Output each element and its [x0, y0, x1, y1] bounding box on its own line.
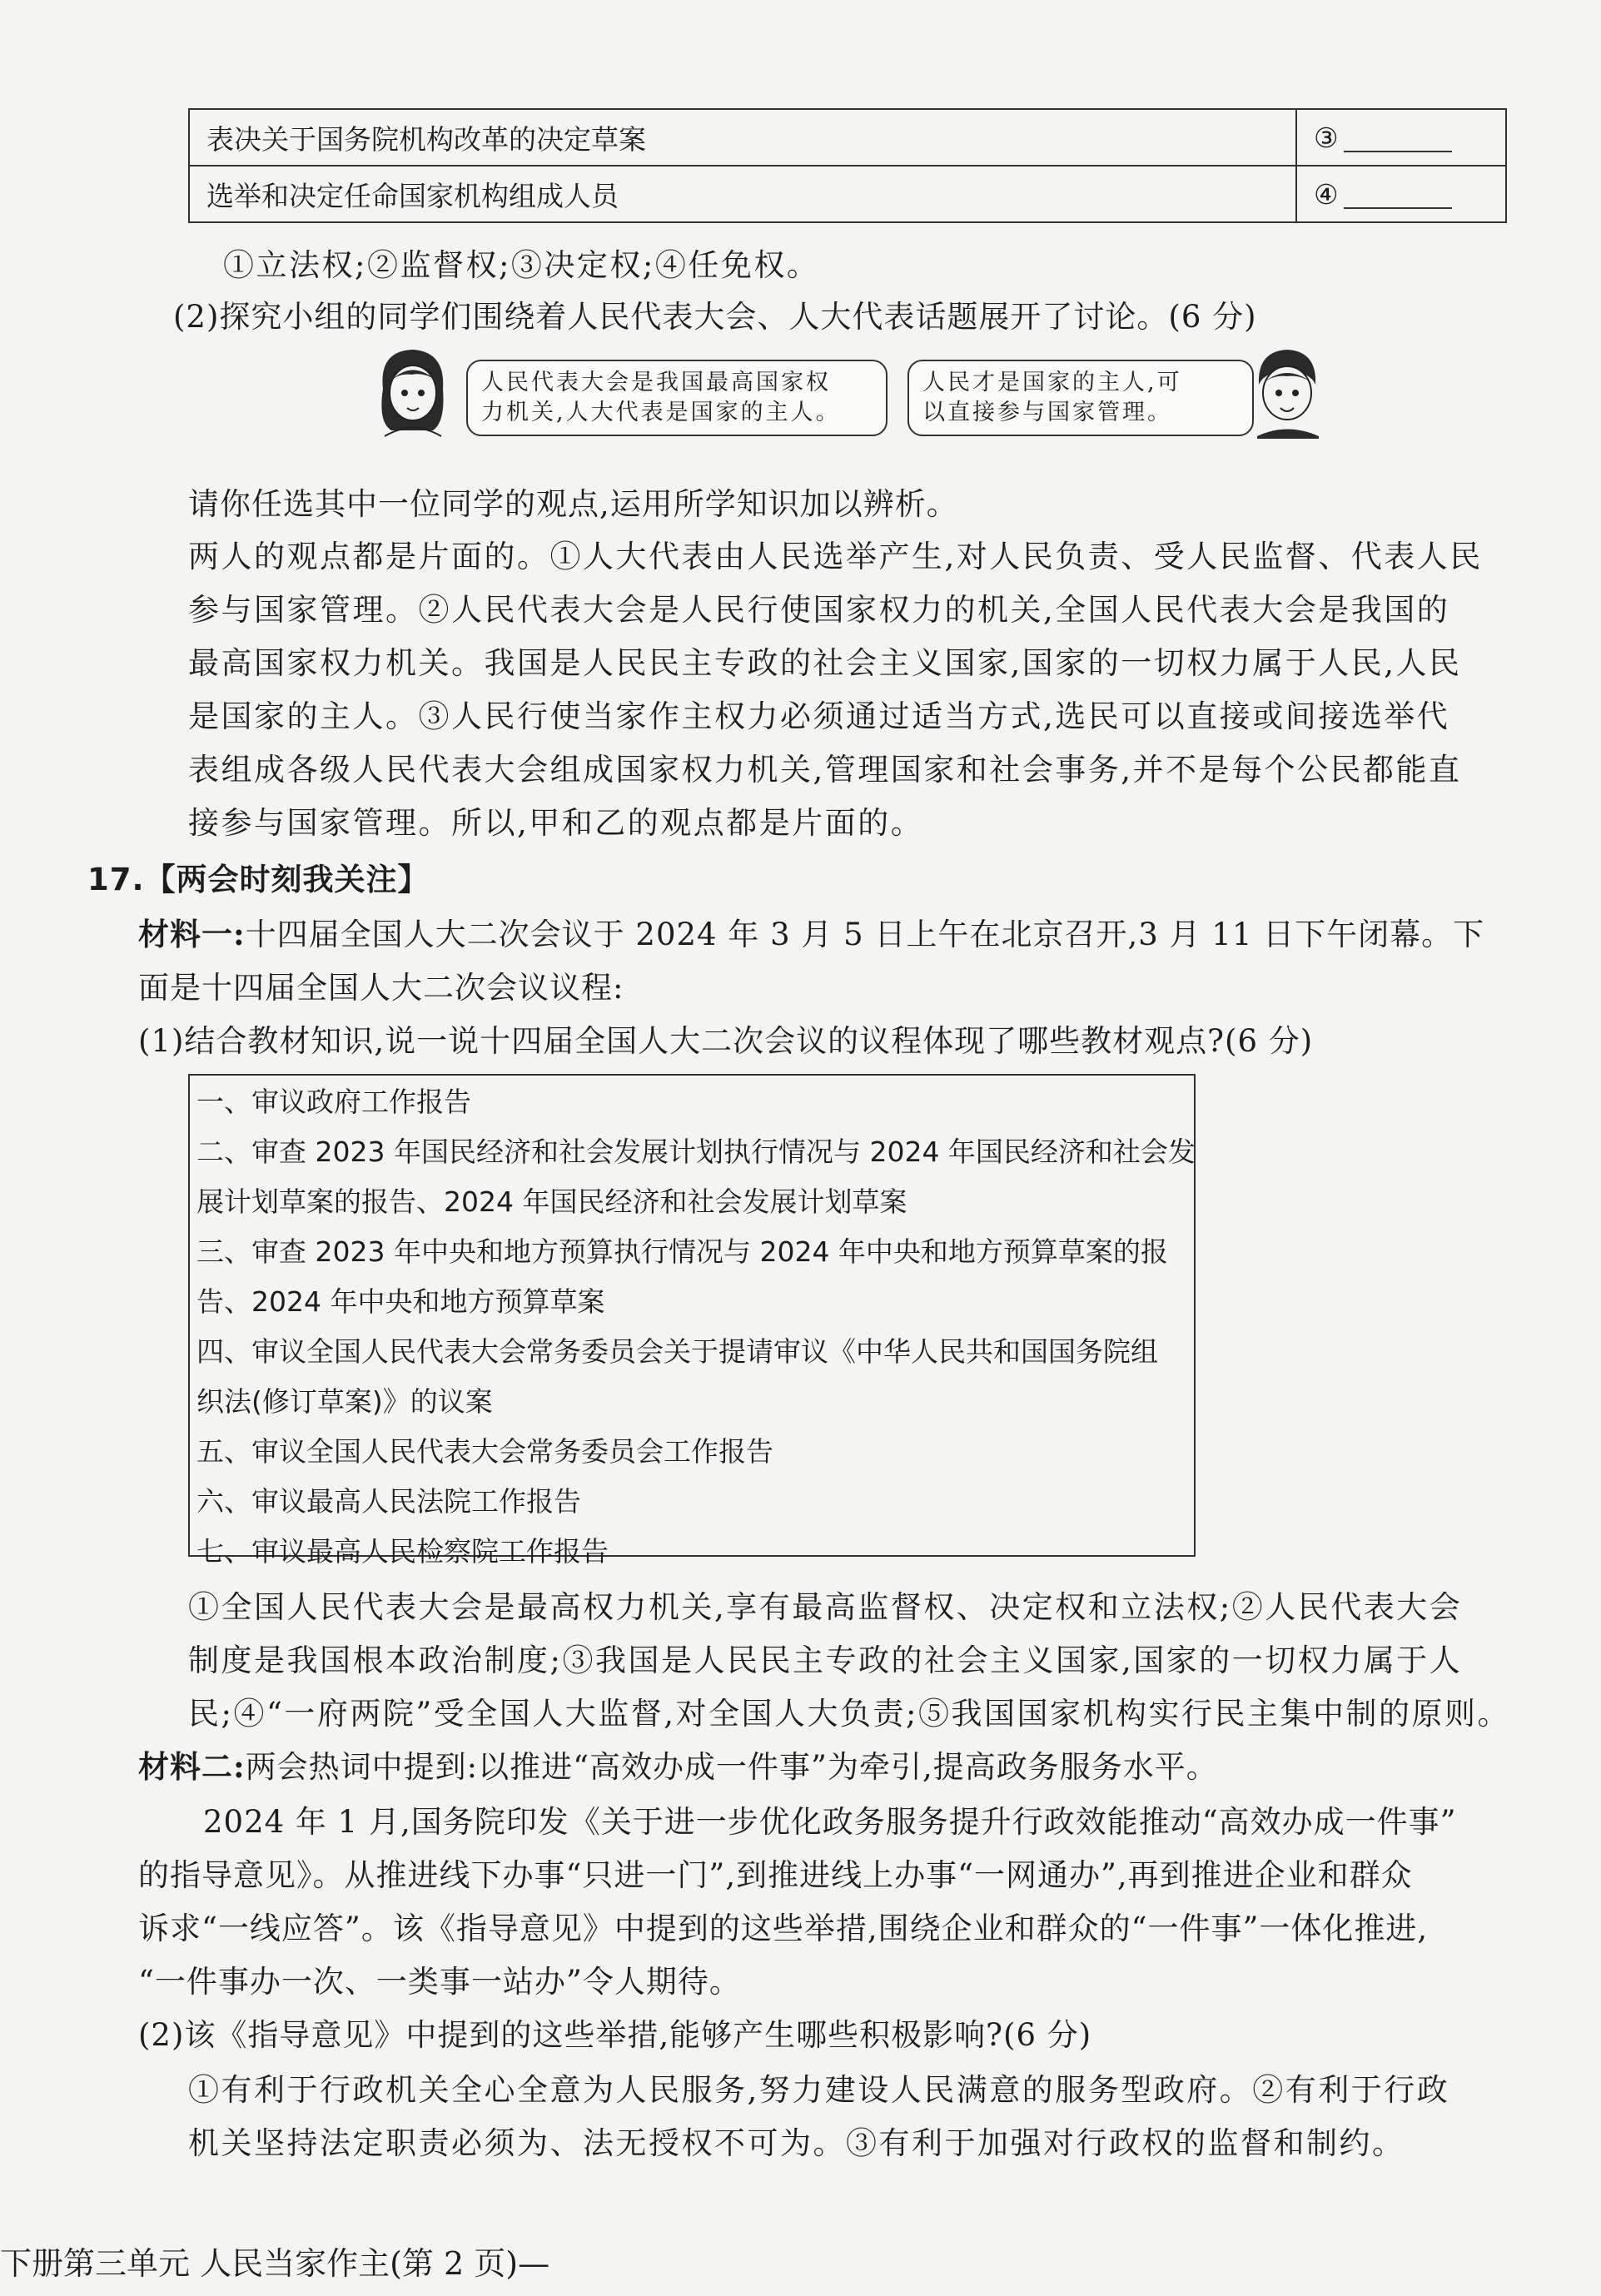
boy-illustration [1241, 343, 1332, 439]
speech-bubble-left [466, 360, 888, 436]
bubble-text: 以直接参与国家管理。 [922, 400, 1172, 425]
answer-key-1: ①立法权;②监督权;③决定权;④任免权。 [223, 247, 820, 283]
question-17-heading [87, 854, 430, 899]
material-1-text: 面是十四届全国人大二次会议议程: [138, 970, 624, 1006]
material-2-text: 诉求“一线应答”。该《指导意见》中提到的这些举措,围绕企业和群众的“一件事”一体化推进, [138, 1911, 1429, 1946]
agenda-item: 一、审议政府工作报告 [196, 1086, 471, 1118]
agenda-item: 六、审议最高人民法院工作报告 [196, 1485, 581, 1518]
bubble-text: 力机关,人大代表是国家的主人。 [481, 400, 841, 425]
agenda-item: 二、审查 2023 年国民经济和社会发展计划执行情况与 2024 年国民经济和社会发 [196, 1136, 1196, 1168]
agenda-item: 五、审议全国人民代表大会常务委员会工作报告 [196, 1435, 773, 1468]
agenda-item: 七、审议最高人民检察院工作报告 [196, 1535, 609, 1568]
speech-bubble-right [907, 360, 1254, 436]
table-cell-answer [1296, 166, 1506, 222]
material-1-label: 材料一: [138, 916, 246, 952]
q2-answer-line: 两人的观点都是片面的。①人大代表由人民选举产生,对人民负责、受人民监督、代表人民 [188, 539, 1483, 574]
table-cell-item: 表决关于国务院机构改革的决定草案 [189, 109, 1296, 166]
question-title: 【两会时刻我关注】 [144, 862, 430, 897]
q17-sub2-answer-line: 机关坚持法定职责必须为、法无授权不可为。③有利于加强对行政权的监督和制约。 [188, 2125, 1405, 2161]
agenda-item: 织法(修订草案)》的议案 [196, 1385, 493, 1418]
q2-task: 请你任选其中一位同学的观点,运用所学知识加以辨析。 [188, 486, 958, 522]
q17-sub1-answer-line: 制度是我国根本政治制度;③我国是人民民主专政的社会主义国家,国家的一切权力属于人 [188, 1642, 1463, 1678]
material-2-text: 的指导意见》。从推进线下办事“只进一门”,到推进线上办事“一网通办”,再到推进企业和群众 [138, 1857, 1413, 1893]
material-1-text: 十四届全国人大二次会议于 2024 年 3 月 5 日上午在北京召开,3 月 11 日下午闭幕。下 [245, 917, 1485, 952]
answer-blank[interactable] [1344, 184, 1452, 209]
agenda-item: 展计划草案的报告、2024 年国民经济和社会发展计划草案 [196, 1185, 907, 1218]
material-2-text: “一件事办一次、一类事一站办”令人期待。 [138, 1964, 741, 2000]
agenda-item: 四、审议全国人民代表大会常务委员会关于提请审议《中华人民共和国国务院组 [196, 1335, 1158, 1368]
bubble-text: 人民代表大会是我国最高国家权 [481, 370, 831, 395]
q2-prompt: (2)探究小组的同学们围绕着人民代表大会、人大代表话题展开了讨论。(6 分) [173, 299, 1257, 335]
material-2-text: 2024 年 1 月,国务院印发《关于进一步优化政务服务提升行政效能推动“高效办成一件事” [203, 1804, 1457, 1840]
agenda-item: 三、审查 2023 年中央和地方预算执行情况与 2024 年中央和地方预算草案的报 [196, 1235, 1168, 1268]
q17-sub1-prompt: (1)结合教材知识,说一说十四届全国人大二次会议的议程体现了哪些教材观点?(6 分) [138, 1023, 1314, 1059]
table-row [189, 109, 1506, 166]
q2-answer-line: 最高国家权力机关。我国是人民民主专政的社会主义国家,国家的一切权力属于人民,人民 [188, 645, 1462, 681]
bubble-text: 人民才是国家的主人,可 [922, 370, 1182, 395]
material-2-text: 两会热词中提到:以推进“高效办成一件事”为牵引,提高政务服务水平。 [245, 1749, 1218, 1785]
answer-blank[interactable] [1344, 127, 1452, 152]
page-footer: 下册第三单元 人民当家作主(第 2 页)— [0, 2245, 550, 2282]
q17-sub1-answer-line: ①全国人民代表大会是最高权力机关,享有最高监督权、决定权和立法权;②人民代表大会 [188, 1589, 1463, 1625]
q2-answer-line: 是国家的主人。③人民行使当家作主权力必须通过适当方式,选民可以直接或间接选举代 [188, 698, 1450, 734]
table-cell-item: 选举和决定任命国家机构组成人员 [189, 166, 1296, 222]
answer-number: ④ [1314, 177, 1339, 211]
girl-illustration [366, 343, 458, 439]
material-2 [138, 1742, 1218, 1787]
q17-sub1-answer-line: 民;④“一府两院”受全国人大监督,对全国人大负责;⑤我国国家机构实行民主集中制的原则。 [188, 1696, 1511, 1732]
q2-answer-line: 表组成各级人民代表大会组成国家权力机关,管理国家和社会事务,并不是每个公民都能直 [188, 752, 1462, 788]
agenda-item: 告、2024 年中央和地方预算草案 [196, 1285, 605, 1318]
q2-answer-line: 接参与国家管理。所以,甲和乙的观点都是片面的。 [188, 805, 924, 841]
table-row [189, 166, 1506, 222]
table-cell-answer [1296, 109, 1506, 166]
agenda-box [188, 1074, 1196, 1568]
q2-answer-line: 参与国家管理。②人民代表大会是人民行使国家权力的机关,全国人民代表大会是我国的 [188, 592, 1450, 628]
material-2-label: 材料二: [138, 1748, 246, 1785]
material-1 [138, 909, 1484, 954]
q17-sub2-prompt: (2)该《指导意见》中提到的这些举措,能够产生哪些积极影响?(6 分) [138, 2017, 1092, 2053]
answer-table [188, 108, 1507, 223]
question-number: 17. [87, 862, 145, 897]
answer-number: ③ [1314, 121, 1339, 154]
q17-sub2-answer-line: ①有利于行政机关全心全意为人民服务,努力建设人民满意的服务型政府。②有利于行政 [188, 2072, 1450, 2108]
